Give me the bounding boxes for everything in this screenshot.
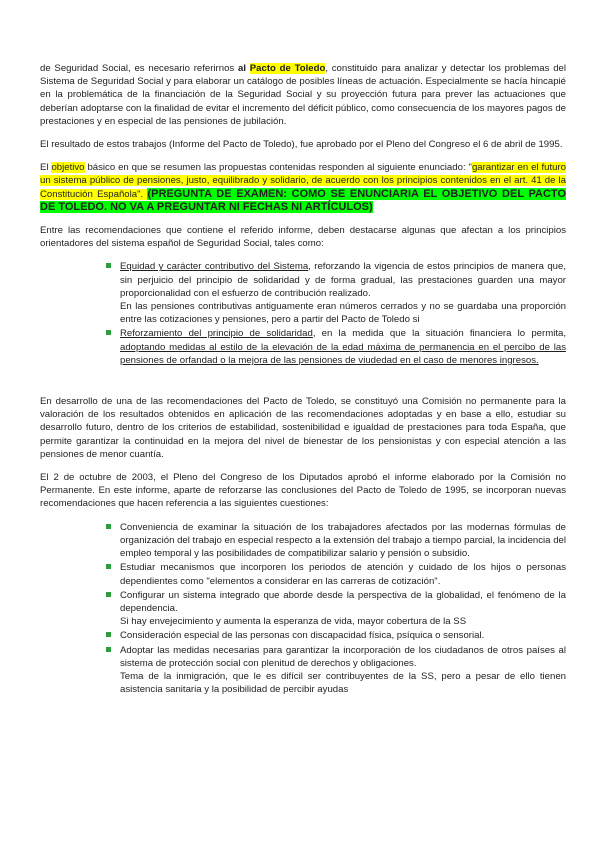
paragraph-comision: En desarrollo de una de las recomendaciones del Pacto de Toledo, se constituyó una Comisión no permanente para la valoración de los resultados obtenidos en aplicación de las recomendaciones adoptadas y en base a ello, estudiar su desarrollo futuro, dentro de los criterios de estabilidad, sostenibilidad e igualdad de prestaciones para toda España, que permite garantizar la continuidad en la mejora del nivel de bienestar de los pensionistas y con especial atención a las pensiones de menor cuantía. bbox=[40, 396, 566, 460]
list-item-note: Tema de la inmigración, que le es difícil ser contribuyentes de la SS, pero a pesar de ello tienen asistencia sanitaria y la posibilidad de percibir ayudas bbox=[120, 670, 566, 696]
text-span: El bbox=[40, 162, 52, 174]
list-item bbox=[106, 521, 566, 561]
highlight-quote: garantizar en el futuro un sistema público de pensiones, justo, equilibrado y solidario, de acuerdo con los principios contenidos en el art. 41 de la Constitución Española bbox=[40, 162, 566, 200]
text-span: básico en que se resumen las propuestas contenidas responden al siguiente enunciado: " bbox=[84, 162, 472, 174]
list-item-text: Consideración especial de las personas con discapacidad física, psíquica o sensorial. bbox=[120, 630, 485, 642]
list-item-text: Adoptar las medidas necesarias para garantizar la incorporación de los ciudadanos de otros países al sistema de protección social con plenitud de derechos y obligaciones. bbox=[120, 644, 566, 669]
text-span: , constituido para analizar y detectar los problemas del Sistema de Seguridad Social y para elaborar un catálogo de posibles líneas de actuación. Especialmente se hacía hincapié en la problemática de la financiación de la Seguridad Social y su proyección futura para prever las actuaciones que deberían adoptarse con la finalidad de evitar el incremento del déficit público, como consecuencia de los mayores pagos de prestaciones y en especial de las pensiones de jubilación. bbox=[40, 63, 566, 127]
list-item-text: Conveniencia de examinar la situación de los trabajadores afectados por las modernas fórmulas de organización del trabajo en especial respecto a la extensión del trabajo a tiempo parcial, la incidencia del empleo temporal y las posibilidades de compatibilizar salario y pensión o subsidio. bbox=[120, 521, 566, 560]
list-item bbox=[106, 644, 566, 697]
principles-list bbox=[40, 260, 566, 367]
exam-note-highlight: (PREGUNTA DE EXAMEN: COMO SE ENUNCIARIA EL OBJETIVO DEL PACTO DE TOLEDO. NO VA A PREGUNTAR NI FECHAS NI ARTÍCULOS) bbox=[40, 187, 566, 213]
highlight-objetivo: objetivo bbox=[51, 162, 85, 174]
text-span: ". bbox=[137, 188, 148, 200]
list-item-underlined: adoptando medidas al estilo de la elevación de la edad máxima de permanencia en el percibo de las pensiones de orfandad o la mejora de las pensiones de viudedad en el caso de menores ingresos. bbox=[120, 341, 566, 366]
list-item bbox=[106, 589, 566, 629]
list-item-text: , en la medida que la situación financiera lo permita, bbox=[312, 328, 566, 340]
square-bullet-icon bbox=[106, 524, 111, 529]
list-item-text: , reforzando la vigencia de estos principios de manera que, sin perjuicio del principio de solidaridad y de forma gradual, las prestaciones guarden una mayor proporcionalidad con el esfuerzo de contribución realizado. bbox=[120, 261, 566, 299]
paragraph-resultado: El resultado de estos trabajos (Informe del Pacto de Toledo), fue aprobado por el Pleno del Congreso el 6 de abril de 1995. bbox=[40, 139, 563, 151]
questions-list bbox=[40, 521, 566, 697]
list-item bbox=[106, 629, 566, 642]
list-item-title: Reforzamiento del principio de solidaridad bbox=[120, 328, 313, 340]
square-bullet-icon bbox=[106, 564, 111, 569]
paragraph-recomendaciones: Entre las recomendaciones que contiene el referido informe, deben destacarse algunas que afectan a los principios orientadores del sistema español de Seguridad Social, tales como: bbox=[40, 225, 566, 250]
text-span: de Seguridad Social, es necesario referirnos bbox=[40, 63, 238, 74]
paragraph-pacto-intro bbox=[40, 62, 566, 128]
square-bullet-icon bbox=[106, 330, 111, 335]
list-item-note: En las pensiones contributivas antiguamente eran números cerrados y no se guardaba una proporción entre las cotizaciones y pensiones, pero a partir del Pacto de Toledo si bbox=[120, 301, 566, 326]
square-bullet-icon bbox=[106, 263, 111, 268]
list-item bbox=[106, 327, 566, 367]
highlight-pacto-de-toledo: Pacto de Toledo bbox=[249, 63, 326, 74]
square-bullet-icon bbox=[106, 592, 111, 597]
list-item bbox=[106, 260, 566, 326]
list-item-note: Si hay envejecimiento y aumenta la esperanza de vida, mayor cobertura de la SS bbox=[120, 616, 467, 628]
paragraph-objetivo bbox=[40, 161, 566, 214]
spacer bbox=[40, 377, 566, 395]
list-item-title: Equidad y carácter contributivo del Sistema bbox=[120, 261, 309, 273]
list-item-text: Configurar un sistema integrado que aborde desde la perspectiva de la globalidad, el fenómeno de la dependencia. bbox=[120, 589, 566, 614]
text-span-bold: al bbox=[237, 63, 250, 74]
square-bullet-icon bbox=[106, 632, 111, 637]
document-page bbox=[40, 62, 566, 706]
square-bullet-icon bbox=[106, 647, 111, 652]
paragraph-2003: El 2 de octubre de 2003, el Pleno del Congreso de los Diputados aprobó el informe elaborado por la Comisión no Permanente. En este informe, aparte de reforzarse las conclusiones del Pacto de Toledo de 1995, se incorporan nuevas recomendaciones que hacen referencia a las siguientes cuestiones: bbox=[40, 472, 566, 510]
list-item-text: Estudiar mecanismos que incorporen los periodos de atención y cuidado de los hijos o personas dependientes como "elementos a considerar en las carreras de cotización". bbox=[120, 562, 566, 587]
list-item bbox=[106, 561, 566, 587]
